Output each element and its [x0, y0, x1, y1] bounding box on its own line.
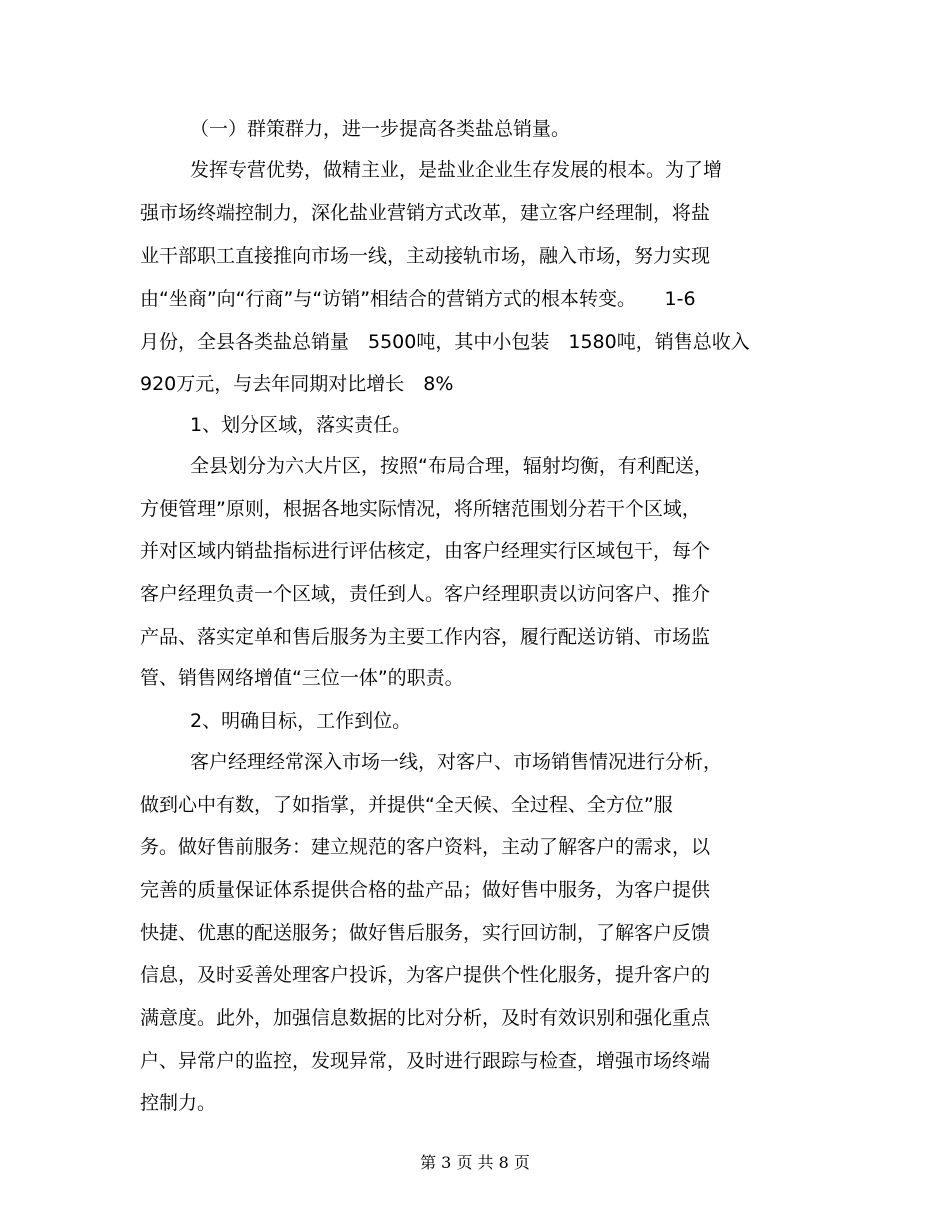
paragraph-2-line-1: 全县划分为六大片区，按照“布局合理，辐射均衡，有利配送， — [190, 455, 713, 477]
paragraph-1-line-1: 发挥专营优势，做精主业，是盐业企业生存发展的根本。为了增 — [190, 159, 723, 181]
paragraph-3-line-9: 控制力。 — [140, 1092, 217, 1114]
paragraph-3-line-1: 客户经理经常深入市场一线，对客户、市场销售情况进行分析， — [190, 751, 723, 773]
paragraph-2-line-3: 并对区域内销盐指标进行评估核定，由客户经理实行区域包干，每个 — [140, 540, 711, 562]
paragraph-3-line-6: 信息，及时妥善处理客户投诉，为客户提供个性化服务，提升客户的 — [140, 964, 711, 986]
paragraph-1-line-3: 业干部职工直接推向市场一线，主动接轨市场，融入市场，努力实现 — [140, 245, 711, 267]
paragraph-3-line-7: 满意度。此外，加强信息数据的比对分析，及时有效识别和强化重点 — [140, 1007, 711, 1029]
paragraph-2-line-5: 产品、落实定单和售后服务为主要工作内容，履行配送访销、市场监 — [140, 626, 711, 648]
paragraph-2-line-2: 方便管理”原则，根据各地实际情况，将所辖范围划分若干个区域， — [140, 498, 701, 520]
paragraph-1-line-2: 强市场终端控制力，深化盐业营销方式改革，建立客户经理制，将盐 — [140, 202, 711, 224]
paragraph-1-line-6: 920万元，与去年同期对比增长 8% — [140, 373, 454, 395]
paragraph-2-line-6: 管、销售网络增值“三位一体”的职责。 — [140, 667, 464, 689]
paragraph-3-line-8: 户、异常户的监控，发现异常，及时进行跟踪与检查，增强市场终端 — [140, 1050, 711, 1072]
paragraph-3-line-2: 做到心中有数，了如指掌，并提供“全天候、全过程、全方位”服 — [140, 794, 673, 816]
paragraph-2-line-4: 客户经理负责一个区域，责任到人。客户经理职责以访问客户、推介 — [140, 583, 711, 605]
page-number-footer: 第 3 页 共 8 页 — [420, 1153, 530, 1172]
section-heading: （一）群策群力，进一步提高各类盐总销量。 — [190, 118, 571, 140]
paragraph-1-line-5: 月份，全县各类盐总销量 5500吨，其中小包装 1580吨，销售总收入 — [140, 331, 750, 353]
paragraph-3-line-5: 快捷、优惠的配送服务；做好售后服务，实行回访制，了解客户反馈 — [140, 922, 711, 944]
paragraph-3-line-4: 完善的质量保证体系提供合格的盐产品；做好售中服务，为客户提供 — [140, 879, 711, 901]
subsection-1-title: 1、划分区域，落实责任。 — [190, 414, 412, 436]
paragraph-3-line-3: 务。做好售前服务：建立规范的客户资料，主动了解客户的需求，以 — [140, 836, 711, 858]
subsection-2-title: 2、明确目标，工作到位。 — [190, 710, 412, 732]
paragraph-1-line-4: 由“坐商”向“行商”与“访销”相结合的营销方式的根本转变。 1-6 — [140, 288, 696, 310]
